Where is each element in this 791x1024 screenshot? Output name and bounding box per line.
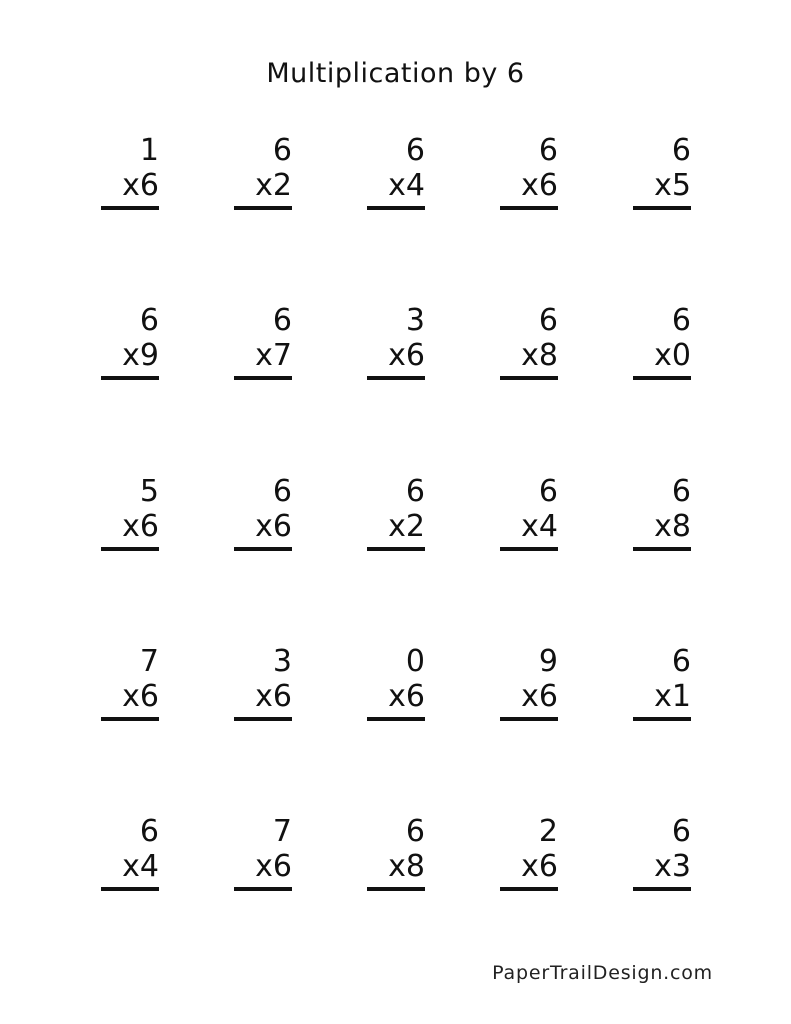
problem-top-number: 6 [405, 474, 425, 509]
problem-top-number: 7 [139, 644, 159, 679]
problem-multiplier: x8 [654, 509, 691, 544]
problem-item [500, 133, 560, 213]
problem-item [101, 474, 161, 554]
problem-multiplier: x5 [654, 168, 691, 203]
answer-line [500, 717, 558, 721]
answer-line [500, 206, 558, 210]
answer-line [367, 887, 425, 891]
problem-item [101, 303, 161, 383]
problem-item [101, 644, 161, 724]
answer-line [101, 547, 159, 551]
answer-line [500, 547, 558, 551]
problem-top-number: 6 [272, 474, 292, 509]
answer-line [367, 717, 425, 721]
answer-line [633, 887, 691, 891]
problem-item [633, 644, 693, 724]
answer-line [367, 206, 425, 210]
answer-line [234, 206, 292, 210]
problem-multiplier: x6 [521, 679, 558, 714]
answer-line [500, 376, 558, 380]
problem-top-number: 6 [671, 303, 691, 338]
problem-top-number: 6 [538, 474, 558, 509]
problem-top-number: 6 [538, 303, 558, 338]
problem-top-number: 6 [272, 303, 292, 338]
problem-multiplier: x2 [255, 168, 292, 203]
problem-multiplier: x6 [122, 509, 159, 544]
problem-multiplier: x4 [122, 849, 159, 884]
answer-line [234, 717, 292, 721]
problem-top-number: 6 [671, 474, 691, 509]
problem-multiplier: x3 [654, 849, 691, 884]
worksheet-title: Multiplication by 6 [266, 58, 525, 89]
answer-line [234, 887, 292, 891]
answer-line [234, 376, 292, 380]
problem-item [500, 814, 560, 894]
problem-item [633, 133, 693, 213]
problem-top-number: 9 [538, 644, 558, 679]
problem-item [367, 644, 427, 724]
problem-top-number: 6 [272, 133, 292, 168]
problem-multiplier: x8 [388, 849, 425, 884]
problem-item [633, 303, 693, 383]
problem-multiplier: x1 [654, 679, 691, 714]
answer-line [633, 547, 691, 551]
answer-line [500, 887, 558, 891]
problem-item [234, 814, 294, 894]
problem-multiplier: x6 [521, 168, 558, 203]
problem-top-number: 3 [272, 644, 292, 679]
problem-top-number: 6 [671, 133, 691, 168]
problem-top-number: 6 [405, 133, 425, 168]
problem-top-number: 1 [139, 133, 159, 168]
problem-multiplier: x6 [388, 679, 425, 714]
problem-top-number: 5 [139, 474, 159, 509]
answer-line [101, 206, 159, 210]
answer-line [101, 887, 159, 891]
problem-item [367, 303, 427, 383]
problem-multiplier: x2 [388, 509, 425, 544]
problem-multiplier: x6 [255, 849, 292, 884]
problem-top-number: 7 [272, 814, 292, 849]
problem-multiplier: x9 [122, 338, 159, 373]
answer-line [101, 376, 159, 380]
problem-multiplier: x6 [122, 679, 159, 714]
problem-item [500, 303, 560, 383]
problem-item [234, 133, 294, 213]
problem-multiplier: x6 [122, 168, 159, 203]
answer-line [234, 547, 292, 551]
problem-item [633, 814, 693, 894]
answer-line [633, 206, 691, 210]
problem-multiplier: x8 [521, 338, 558, 373]
problem-item [234, 644, 294, 724]
problem-top-number: 6 [139, 814, 159, 849]
answer-line [101, 717, 159, 721]
problem-top-number: 0 [405, 644, 425, 679]
problem-item [101, 814, 161, 894]
problem-multiplier: x4 [388, 168, 425, 203]
problem-item [367, 474, 427, 554]
problem-top-number: 6 [671, 644, 691, 679]
problem-top-number: 6 [139, 303, 159, 338]
answer-line [633, 717, 691, 721]
problem-item [500, 644, 560, 724]
problem-top-number: 6 [405, 814, 425, 849]
problem-multiplier: x6 [255, 679, 292, 714]
problem-top-number: 6 [538, 133, 558, 168]
problem-item [367, 814, 427, 894]
problem-item [367, 133, 427, 213]
problem-top-number: 3 [405, 303, 425, 338]
problem-multiplier: x7 [255, 338, 292, 373]
answer-line [633, 376, 691, 380]
problem-multiplier: x0 [654, 338, 691, 373]
problem-multiplier: x4 [521, 509, 558, 544]
problem-item [633, 474, 693, 554]
answer-line [367, 376, 425, 380]
problem-top-number: 6 [671, 814, 691, 849]
problem-multiplier: x6 [521, 849, 558, 884]
problem-multiplier: x6 [255, 509, 292, 544]
problem-item [101, 133, 161, 213]
problem-item [500, 474, 560, 554]
problem-item [234, 303, 294, 383]
problem-multiplier: x6 [388, 338, 425, 373]
answer-line [367, 547, 425, 551]
problem-item [234, 474, 294, 554]
problem-top-number: 2 [538, 814, 558, 849]
footer-website: PaperTrailDesign.com [492, 962, 713, 984]
